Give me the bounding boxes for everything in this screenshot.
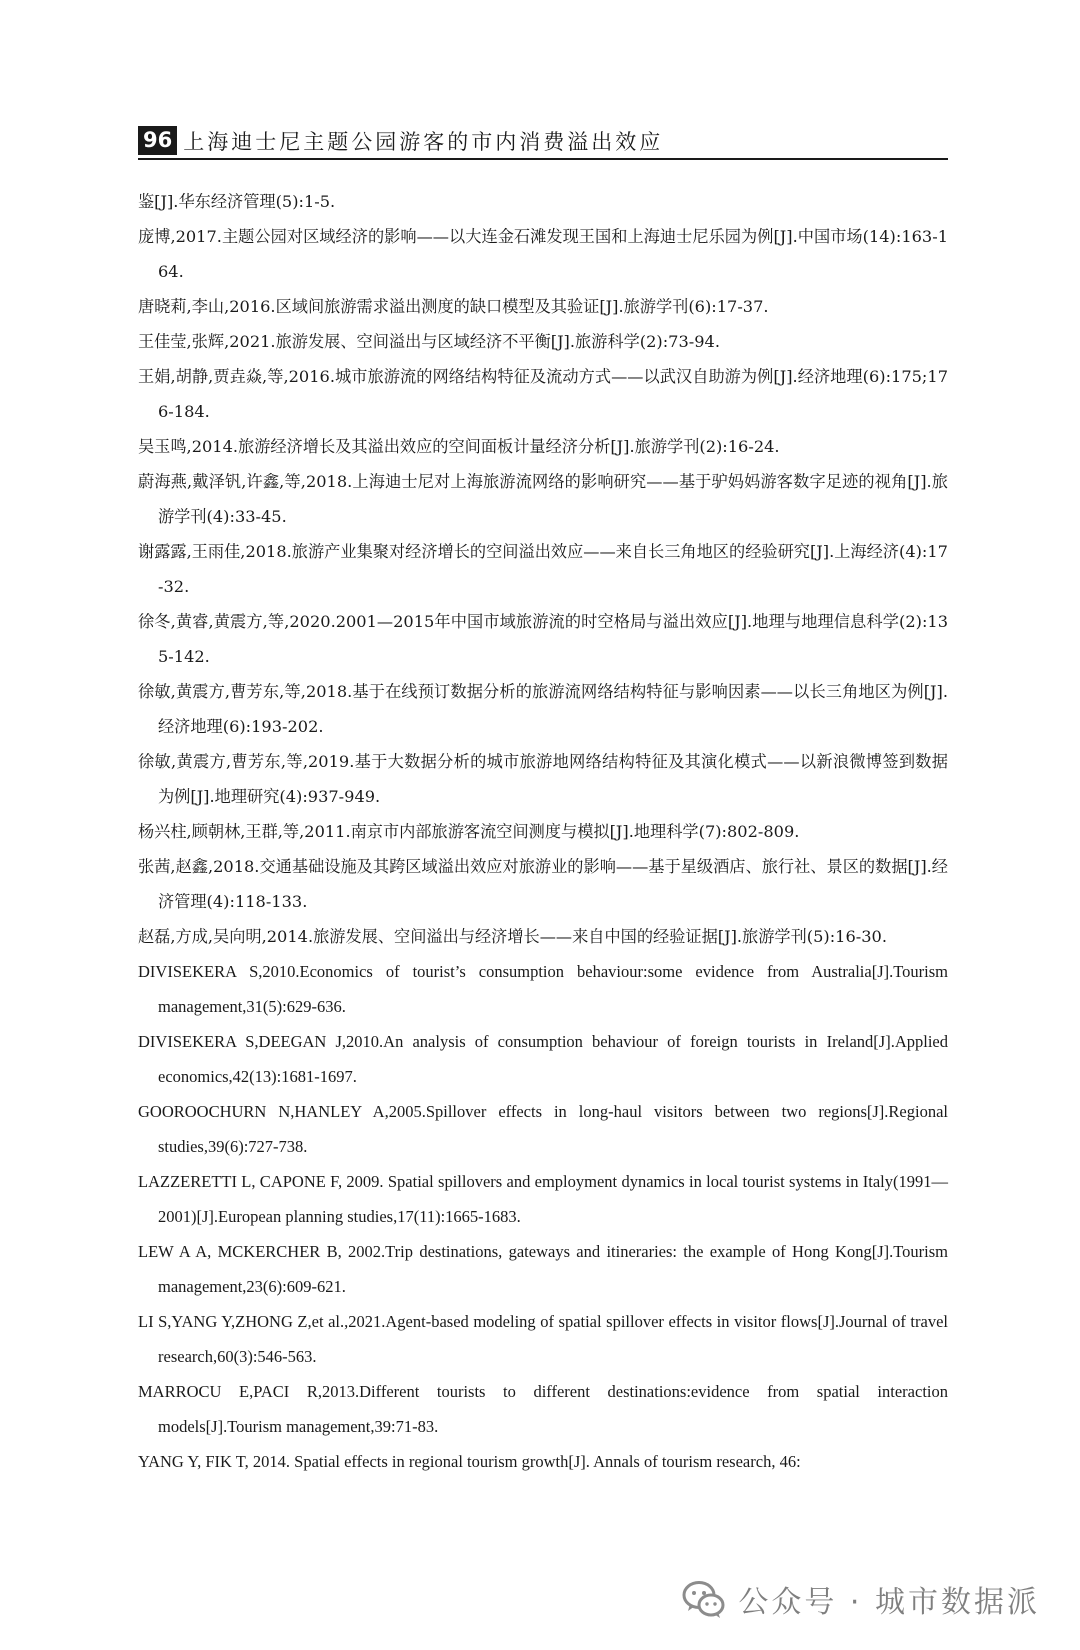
reference-item: MARROCU E,PACI R,2013.Different tourists to different destinations:evidence from spatial interaction models[J].Tourism management,39:71-83. [138, 1382, 948, 1436]
reference-item: LI S,YANG Y,ZHONG Z,et al.,2021.Agent-based modeling of spatial spillover effects in visitor flows[J].Journal of travel research,60(3):546-563. [138, 1312, 948, 1366]
reference-item: YANG Y, FIK T, 2014. Spatial effects in regional tourism growth[J]. Annals of tourism research, 46: [138, 1452, 801, 1471]
reference-item: 徐敏,黄震方,曹芳东,等,2019.基于大数据分析的城市旅游地网络结构特征及其演化模式——以新浪微博签到数据为例[J].地理研究(4):937-949. [138, 752, 948, 806]
reference-item: LEW A A, MCKERCHER B, 2002.Trip destinations, gateways and itineraries: the example of Hong Kong[J].Tourism management,23(6):609-621. [138, 1242, 948, 1296]
reference-item: GOOROOCHURN N,HANLEY A,2005.Spillover effects in long-haul visitors between two regions[J].Regional studies,39(6):727-738. [138, 1102, 948, 1156]
reference-item: 杨兴柱,顾朝林,王群,等,2011.南京市内部旅游客流空间测度与模拟[J].地理科学(7):802-809. [138, 822, 800, 841]
reference-item: 张茜,赵鑫,2018.交通基础设施及其跨区域溢出效应对旅游业的影响——基于星级酒店、旅行社、景区的数据[J].经济管理(4):118-133. [138, 857, 948, 911]
page-number: 96 [138, 126, 177, 155]
running-title: 上海迪士尼主题公园游客的市内消费溢出效应 [183, 130, 664, 154]
reference-item: 赵磊,方成,吴向明,2014.旅游发展、空间溢出与经济增长——来自中国的经验证据[J].旅游学刊(5):16-30. [138, 927, 887, 946]
reference-item: 蔚海燕,戴泽钒,许鑫,等,2018.上海迪士尼对上海旅游流网络的影响研究——基于驴妈妈游客数字足迹的视角[J].旅游学刊(4):33-45. [138, 472, 948, 526]
reference-item: 吴玉鸣,2014.旅游经济增长及其溢出效应的空间面板计量经济分析[J].旅游学刊(2):16-24. [138, 437, 780, 456]
reference-item: 徐敏,黄震方,曹芳东,等,2018.基于在线预订数据分析的旅游流网络结构特征与影响因素——以长三角地区为例[J].经济地理(6):193-202. [138, 682, 948, 736]
reference-item: 唐晓莉,李山,2016.区域间旅游需求溢出测度的缺口模型及其验证[J].旅游学刊(6):17-37. [138, 297, 769, 316]
wechat-icon [680, 1575, 728, 1623]
watermark-text: 公众号 · 城市数据派 [738, 1585, 1040, 1620]
reference-item: 王佳莹,张辉,2021.旅游发展、空间溢出与区域经济不平衡[J].旅游科学(2):73-94. [138, 332, 720, 351]
page-header [138, 122, 948, 160]
reference-item: DIVISEKERA S,2010.Economics of tourist’s consumption behaviour:some evidence from Australia[J].Tourism management,31(5):629-636. [138, 962, 948, 1016]
reference-item: 鉴[J].华东经济管理(5):1-5. [138, 192, 336, 211]
reference-item: 庞博,2017.主题公园对区域经济的影响——以大连金石滩发现王国和上海迪士尼乐园为例[J].中国市场(14):163-164. [138, 227, 948, 281]
reference-item: 王娟,胡静,贾垚焱,等,2016.城市旅游流的网络结构特征及流动方式——以武汉自助游为例[J].经济地理(6):175;176-184. [138, 367, 948, 421]
reference-item: 徐冬,黄睿,黄震方,等,2020.2001—2015年中国市域旅游流的时空格局与溢出效应[J].地理与地理信息科学(2):135-142. [138, 612, 948, 666]
reference-item: LAZZERETTI L, CAPONE F, 2009. Spatial spillovers and employment dynamics in local tourist systems in Italy(1991—2001)[J].European planning studies,17(11):1665-1683. [138, 1172, 948, 1226]
reference-item: DIVISEKERA S,DEEGAN J,2010.An analysis of consumption behaviour of foreign tourists in Ireland[J].Applied economics,42(13):1681-1697. [138, 1032, 948, 1086]
reference-list [138, 184, 948, 1479]
reference-item: 谢露露,王雨佳,2018.旅游产业集聚对经济增长的空间溢出效应——来自长三角地区的经验研究[J].上海经济(4):17-32. [138, 542, 948, 596]
watermark [680, 1572, 1040, 1626]
